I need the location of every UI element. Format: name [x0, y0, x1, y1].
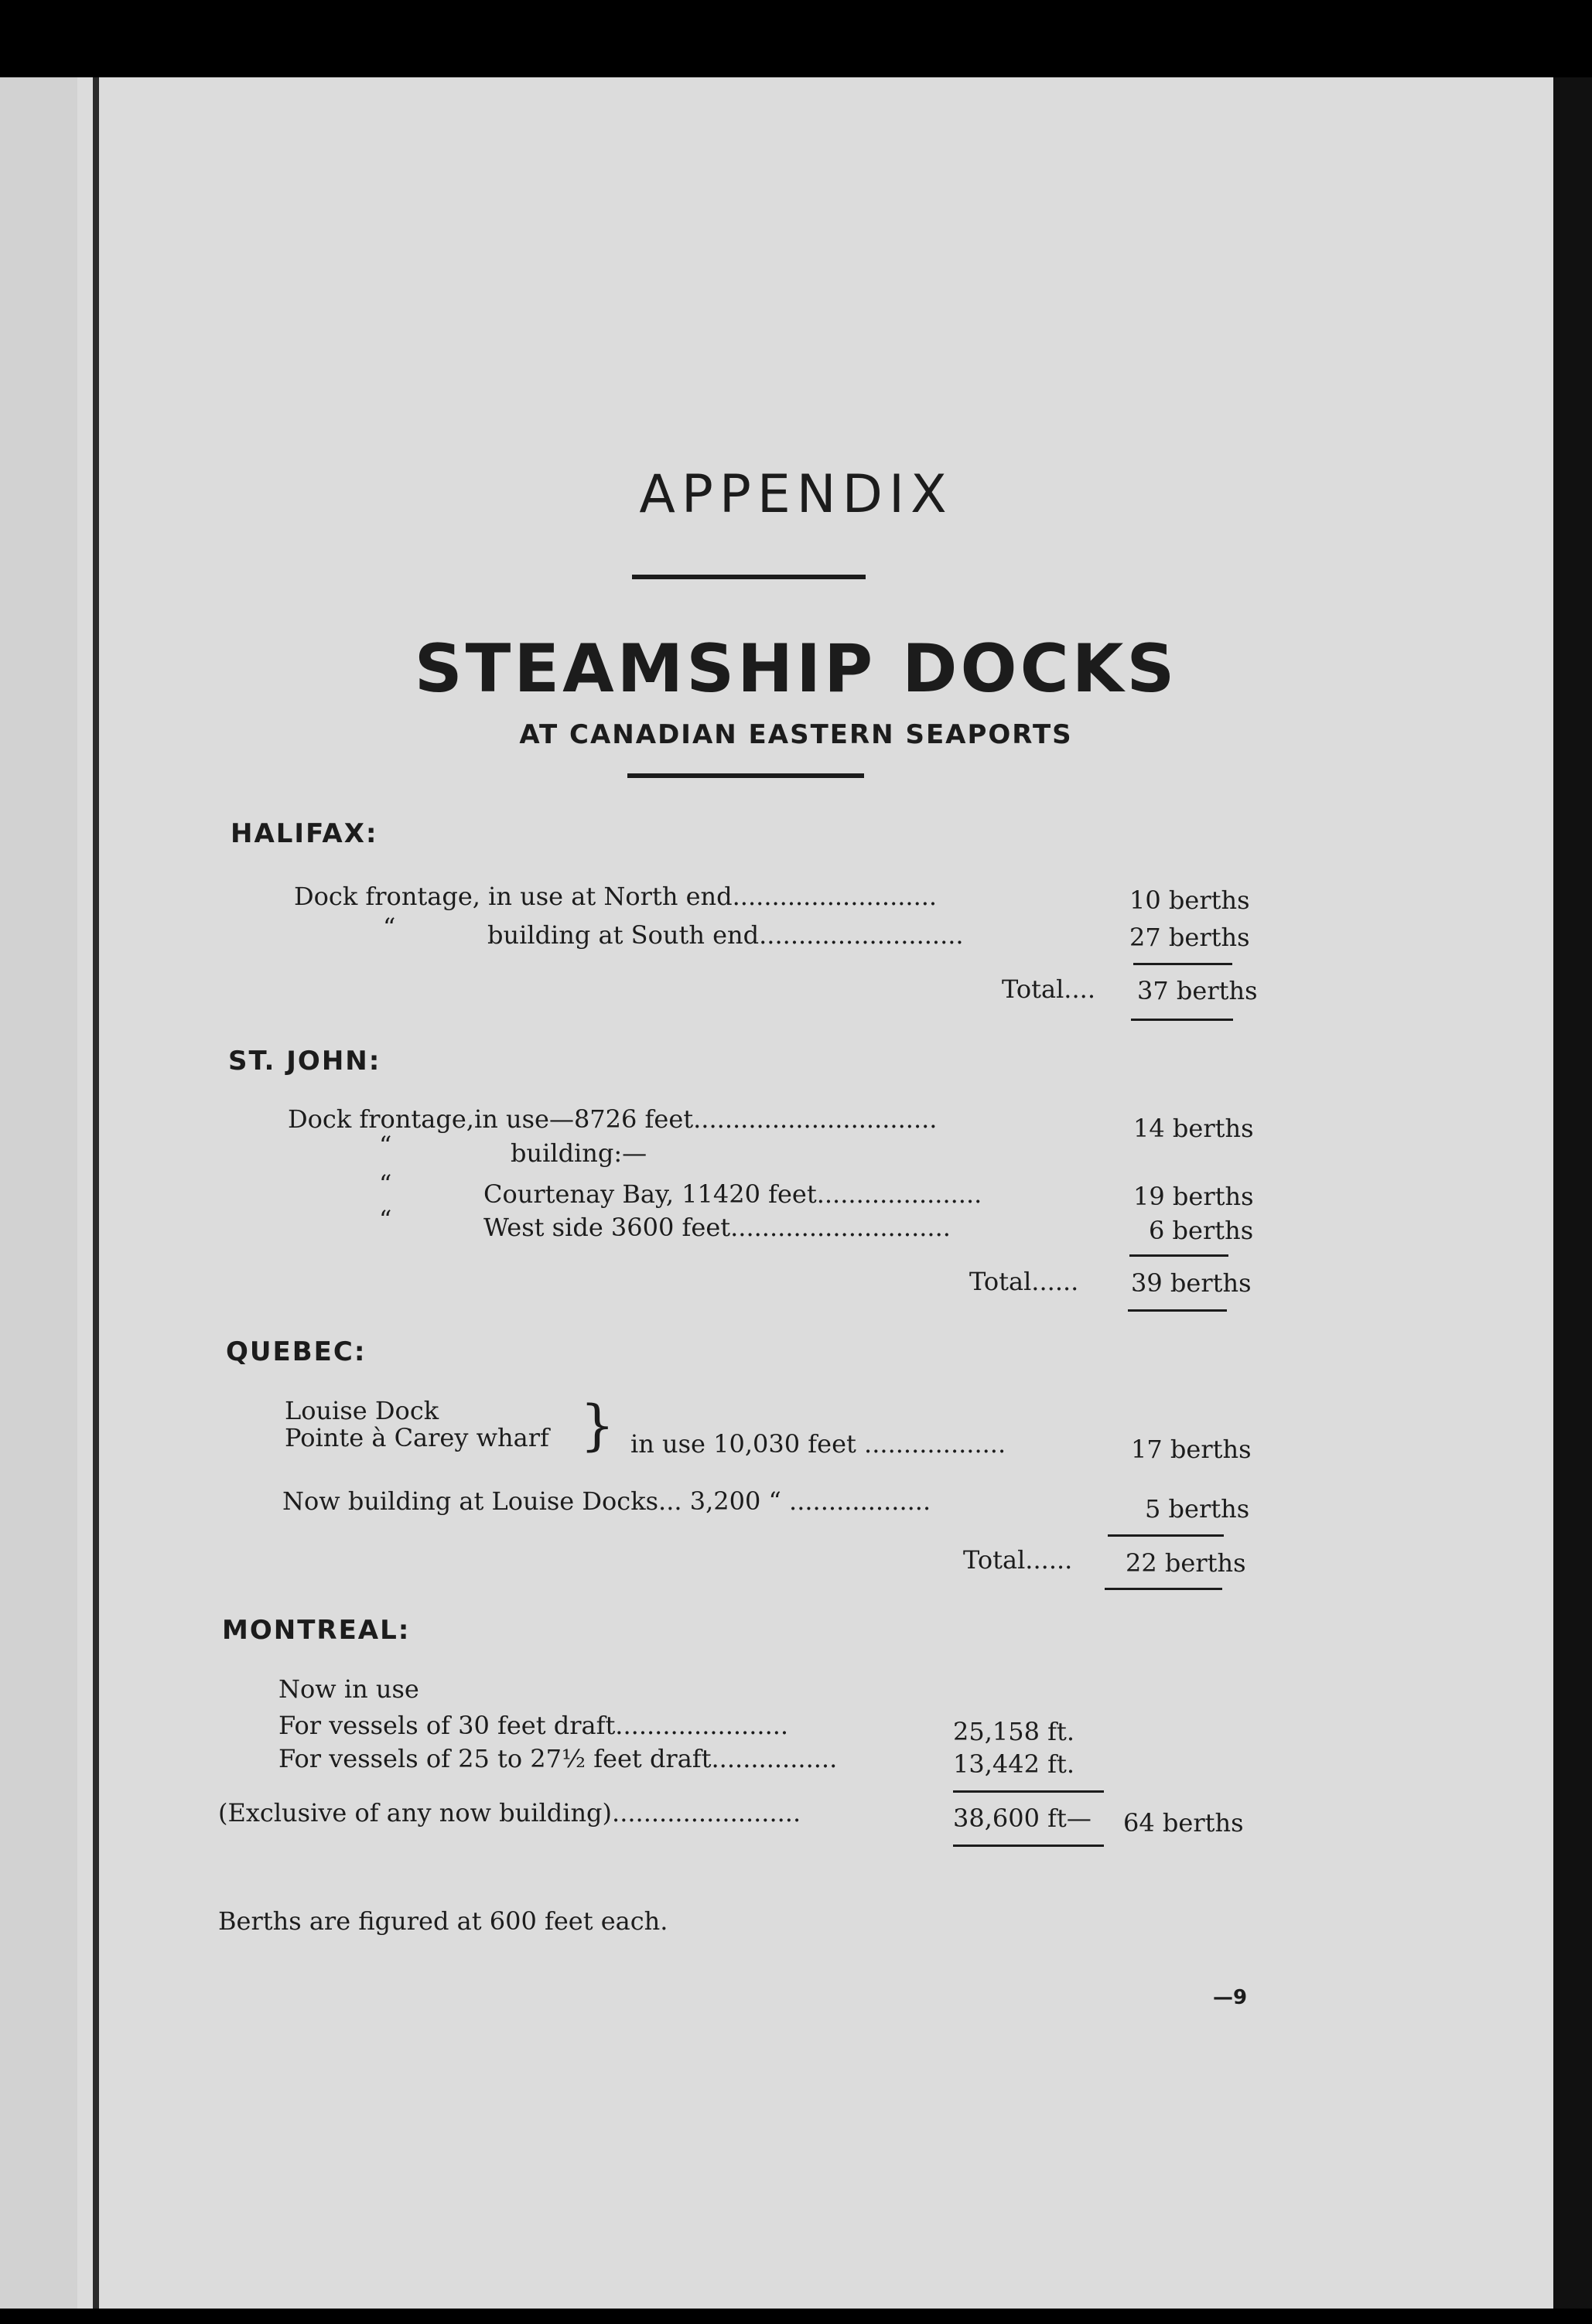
page-subtitle: AT CANADIAN EASTERN SEAPORTS	[519, 719, 1073, 750]
montreal-total-underline	[953, 1845, 1104, 1847]
quebec-row3: Now building at Louise Docks... 3,200 “ ..................	[282, 1486, 931, 1516]
stjohn-row1: Dock frontage,in use—8726 feet...............................	[288, 1104, 938, 1134]
stjohn-row4-ditto: “	[379, 1205, 392, 1234]
halifax-row1-value: 10 berths	[1129, 886, 1250, 915]
quebec-row3-value: 5 berths	[1145, 1494, 1250, 1524]
quebec-heading: QUEBEC:	[226, 1336, 367, 1367]
montreal-row2: For vessels of 30 feet draft......................	[278, 1711, 789, 1740]
montreal-row3: For vessels of 25 to 27½ feet draft................	[278, 1744, 838, 1773]
stjohn-row2-ditto: “	[379, 1131, 392, 1160]
montreal-row4-value: 38,600 ft—	[953, 1804, 1092, 1833]
quebec-sum-line	[1108, 1534, 1224, 1537]
quebec-row2-value: 17 berths	[1131, 1435, 1252, 1464]
halifax-row1: Dock frontage, in use at North end..........................	[294, 882, 938, 911]
berths-note: Berths are figured at 600 feet each.	[218, 1906, 668, 1936]
halifax-total-label: Total....	[1002, 974, 1095, 1004]
stjohn-row1-value: 14 berths	[1133, 1114, 1254, 1143]
rule-under-subtitle	[627, 773, 864, 778]
montreal-heading: MONTREAL:	[222, 1615, 411, 1646]
montreal-sum-line	[953, 1790, 1104, 1793]
rule-top	[632, 575, 866, 579]
stjohn-row3-ditto: “	[379, 1169, 392, 1199]
quebec-total-label: Total......	[963, 1545, 1073, 1575]
stjohn-row4: West side 3600 feet............................	[483, 1213, 951, 1242]
quebec-row1: Louise Dock	[285, 1396, 439, 1425]
montreal-row4: (Exclusive of any now building)........................	[218, 1798, 801, 1827]
quebec-total-value: 22 berths	[1126, 1548, 1246, 1578]
page-right-edge	[1553, 77, 1592, 2309]
montreal-row1: Now in use	[278, 1674, 419, 1704]
halifax-total-underline	[1131, 1019, 1233, 1021]
montreal-row3-value: 13,442 ft.	[953, 1749, 1075, 1779]
binding-fold	[93, 77, 99, 2309]
stjohn-row3: Courtenay Bay, 11420 feet.....................	[483, 1179, 982, 1209]
quebec-row2: Pointe à Carey wharf	[285, 1423, 549, 1452]
halifax-row2-value: 27 berths	[1129, 923, 1250, 952]
page-title: STEAMSHIP DOCKS	[414, 630, 1178, 708]
stjohn-row2: building:—	[511, 1138, 647, 1168]
stjohn-row3-value: 19 berths	[1133, 1182, 1254, 1211]
montreal-row2-value: 25,158 ft.	[953, 1717, 1075, 1746]
halifax-total-value: 37 berths	[1137, 976, 1258, 1005]
montreal-row4-berths: 64 berths	[1123, 1808, 1244, 1838]
halifax-row2-ditto: “	[383, 913, 396, 942]
quebec-row2-middle: in use 10,030 feet ..................	[630, 1429, 1006, 1459]
stjohn-heading: ST. JOHN:	[228, 1046, 381, 1077]
stjohn-total-label: Total......	[969, 1267, 1079, 1296]
stjohn-total-underline	[1128, 1309, 1227, 1312]
halifax-heading: HALIFAX:	[231, 818, 378, 849]
page-gutter	[0, 77, 77, 2309]
stjohn-sum-line	[1129, 1254, 1228, 1257]
halifax-sum-line	[1133, 963, 1232, 965]
page-number: —9	[1213, 1986, 1248, 2009]
stjohn-row4-value: 6 berths	[1149, 1216, 1254, 1245]
quebec-brace: }	[580, 1394, 615, 1457]
appendix-heading: APPENDIX	[639, 464, 953, 525]
halifax-row2: building at South end..........................	[487, 920, 964, 950]
stjohn-total-value: 39 berths	[1131, 1268, 1252, 1298]
quebec-total-underline	[1105, 1588, 1222, 1590]
